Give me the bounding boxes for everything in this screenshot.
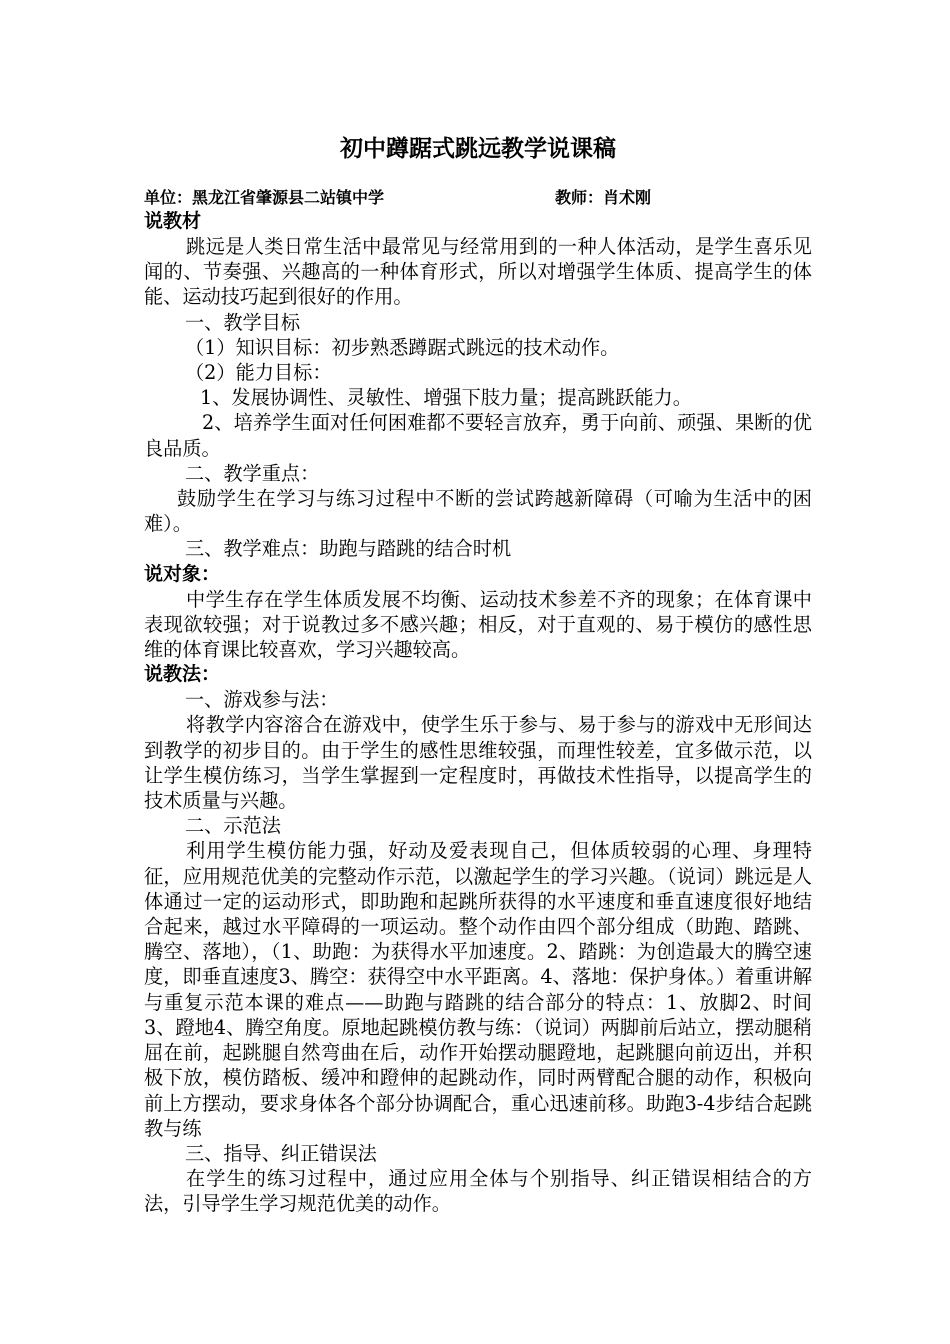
section-heading: 说教法：: [144, 663, 221, 686]
paragraph: 一、教学目标: [185, 310, 301, 334]
paragraph: （1）知识目标：初步熟悉蹲踞式跳远的技术动作。: [185, 335, 620, 359]
sections-container: [144, 209, 812, 1217]
paragraph: 三、指导、纠正错误法: [185, 1141, 377, 1165]
paragraph: 中学生存在学生体质发展不均衡、运动技术参差不齐的现象；在体育课中表现欲较强；对于说教过多不感兴趣；相反，对于直观的、易于模仿的感性思维的体育课比较喜欢，学习兴趣较高。: [144, 587, 812, 662]
page-title: 初中蹲踞式跳远教学说课稿: [340, 135, 616, 162]
paragraph: 在学生的练习过程中，通过应用全体与个别指导、纠正错误相结合的方法，引导学生学习规范优美的动作。: [144, 1167, 812, 1216]
paragraph: 跳远是人类日常生活中最常见与经常用到的一种人体活动，是学生喜乐见闻的、节奏强、兴趣高的一种体育形式，所以对增强学生体质、提高学生的体能、运动技巧起到很好的作用。: [144, 235, 812, 309]
paragraph: 二、示范法: [185, 814, 281, 838]
paragraph: 鼓励学生在学习与练习过程中不断的尝试跨越新障碍（可喻为生活中的困难）。: [144, 487, 812, 536]
document-body: [144, 128, 812, 1217]
section-heading: 说教材: [144, 210, 202, 232]
paragraph: 将教学内容溶合在游戏中，使学生乐于参与、易于参与的游戏中无形间达到教学的初步目的。由于学生的感性思维较强，而理性较差，宜多做示范，以让学生模仿练习，当学生掌握到一定程度时，再做技术性指导，以提高学生的技术质量与兴趣。: [144, 713, 812, 813]
author-line: [144, 187, 812, 209]
teacher-label: 教师：肖术刚: [555, 188, 652, 207]
paragraph: 三、教学难点：助跑与踏跳的结合时机: [185, 537, 512, 561]
paragraph: 二、教学重点：: [185, 461, 320, 485]
paragraph: 1、发展协调性、灵敏性、增强下肢力量；提高跳跃能力。: [200, 386, 692, 410]
paragraph: 一、游戏参与法：: [185, 688, 339, 712]
paragraph: 利用学生模仿能力强，好动及爱表现自己，但体质较弱的心理、身理特征，应用规范优美的完整动作示范，以激起学生的学习兴趣。（说词）跳远是人体通过一定的运动形式，即助跑和起跳所获得的水平速度和垂直速度很好地结合起来，越过水平障碍的一项运动。整个动作由四个部分组成（助跑、踏跳、腾空、落地），（1、助跑：为获得水平加速度。2、踏跳：为创造最大的腾空速度，即垂直速度3、腾空：获得空中水平距离。4、落地：保护身体。）着重讲解与重复示范本课的难点——助跑与踏跳的结合部分的特点：1、放脚2、时间3、蹬地4、腾空角度。原地起跳模仿教与练：（说词）两脚前后站立，摆动腿稍屈在前，起跳腿自然弯曲在后，动作开始摆动腿蹬地，起跳腿向前迈出，并积极下放，模仿踏板、缓冲和蹬伸的起跳动作，同时两臂配合腿的动作，积极向前上方摆动，要求身体各个部分协调配合，重心迅速前移。助跑3-4步结合起跳教与练: [144, 839, 812, 1140]
paragraph: （2）能力目标：: [185, 361, 332, 385]
unit-label: 单位：黑龙江省肇源县二站镇中学: [144, 188, 385, 207]
paragraph: 2、培养学生面对任何困难都不要轻言放弃，勇于向前、顽强、果断的优良品质。: [144, 411, 812, 460]
section-heading: 说对象：: [144, 562, 221, 585]
